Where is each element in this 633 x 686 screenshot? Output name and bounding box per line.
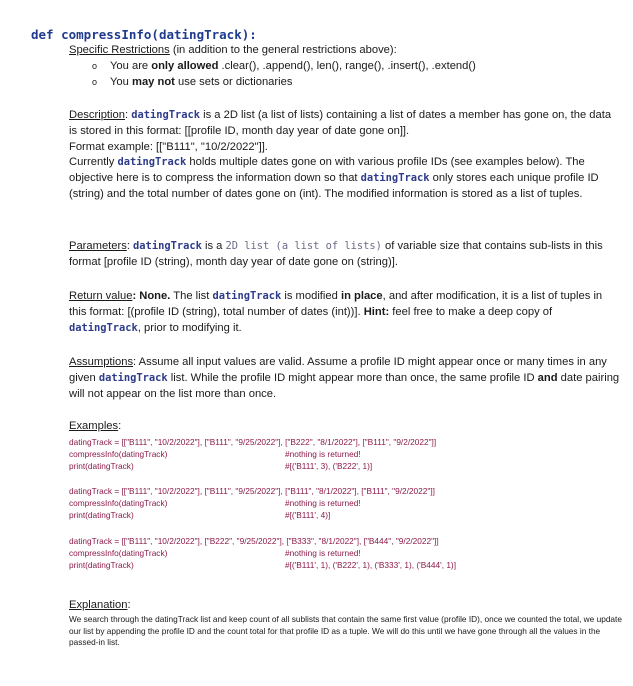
example-1-print: print(datingTrack): [69, 461, 134, 471]
assumptions-bold: and: [537, 371, 558, 384]
inline-code: datingTrack: [133, 240, 202, 252]
restriction-bold: may not: [132, 75, 175, 88]
description-text: holds multiple dates gone on with various profile IDs (see examples below). The objective here is to compress the information down so that: [69, 156, 585, 185]
inline-code: datingTrack: [98, 371, 168, 384]
examples-heading-wrap: Examples:: [69, 420, 122, 432]
restriction-item: [69, 75, 621, 91]
restrictions-section: [69, 43, 621, 90]
description-heading: Description: [69, 109, 125, 121]
restriction-text: You are: [110, 59, 152, 72]
restriction-bold: only allowed: [151, 59, 219, 72]
return-value-section: [69, 289, 621, 336]
def-keyword: def: [31, 27, 62, 42]
example-3-line1: datingTrack = [["B111", "10/2/2022"], ["B222", "9/25/2022"], ["B333", "8/1/2022"], ["B444", "9/2/2022"]]: [69, 536, 439, 546]
example-3-call: compressInfo(datingTrack): [69, 548, 168, 558]
example-2-output: #[('B111', 4)]: [285, 510, 331, 520]
example-3-print: print(datingTrack): [69, 560, 134, 570]
explanation-colon: :: [127, 599, 131, 611]
example-2-print: print(datingTrack): [69, 510, 134, 520]
example-1-line1: datingTrack = [["B111", "10/2/2022"], ["B111", "9/25/2022"], ["B222", "8/1/2022"], ["B111", "9/2/2022"]]: [69, 437, 437, 447]
format-example: Format example: [["B111", "10/2/2022"]].: [69, 140, 268, 153]
restriction-text: You: [110, 75, 132, 88]
return-text: , and after modification, it is a list of tuples in this format: [(profile ID (string), total number of dates (int))].: [69, 290, 603, 318]
restriction-item: [69, 59, 621, 75]
parameters-heading: Parameters: [69, 240, 127, 252]
return-text: The list: [170, 290, 213, 302]
inline-code: datingTrack: [131, 109, 201, 121]
parameters-text: of variable size that contains sub-lists in this format [profile ID (string), month day year of date gone on (string)].: [69, 240, 603, 268]
return-text: , prior to modifying it.: [137, 321, 242, 334]
assumptions-heading: Assumptions: [69, 356, 134, 368]
assumptions-text: : Assume all input values are valid. Assume a profile ID might appear once or many times in any given: [69, 356, 607, 384]
restrictions-list: [69, 59, 621, 91]
example-1-output: #[('B111', 3), ('B222', 1)]: [285, 461, 373, 471]
assumptions-section: [69, 355, 621, 402]
function-name: compressInfo: [61, 27, 152, 42]
function-param: datingTrack: [158, 27, 242, 42]
return-bold: in place: [340, 290, 383, 302]
inline-code: datingTrack: [360, 172, 430, 185]
paren-close: ):: [241, 27, 257, 42]
return-value-heading: Return value: [69, 290, 133, 302]
description-text: only stores each unique profile ID (string) and the total number of dates gone on (int). The modified information is stored as a list of tuples.: [69, 172, 599, 200]
return-text: is modified: [281, 290, 341, 302]
return-none: : None.: [132, 290, 171, 302]
assumptions-text: date pairing will not appear on the list more than once.: [69, 371, 620, 400]
description-section: [69, 108, 621, 203]
examples-heading: Examples: [69, 420, 119, 432]
restrictions-heading: Specific Restrictions: [69, 44, 170, 56]
parameters-text: is a: [201, 240, 226, 252]
restrictions-suffix: (in addition to the general restrictions above):: [169, 44, 397, 56]
parameters-text: :: [126, 240, 134, 252]
inline-code: datingTrack: [212, 290, 282, 302]
paren-open: (: [151, 27, 159, 42]
example-1-call: compressInfo(datingTrack): [69, 449, 168, 459]
description-text: :: [124, 109, 132, 121]
example-3-call-comment: #nothing is returned!: [285, 548, 361, 558]
return-text: feel free to make a deep copy of: [389, 305, 553, 318]
example-1-call-comment: #nothing is returned!: [285, 449, 361, 459]
explanation-heading-wrap: [69, 598, 621, 614]
example-2-call-comment: #nothing is returned!: [285, 498, 361, 508]
example-2-line1: datingTrack = [["B111", "10/2/2022"], ["B111", "9/25/2022"], ["B111", "8/1/2022"], ["B111", "9/2/2022"]]: [69, 486, 435, 496]
inline-code: datingTrack: [69, 321, 138, 334]
inline-code: datingTrack: [117, 156, 187, 169]
assumptions-text: list. While the profile ID might appear more than once, the same profile ID: [167, 371, 538, 384]
description-text: Currently: [69, 156, 118, 169]
example-2-call: compressInfo(datingTrack): [69, 498, 168, 508]
function-signature: [31, 27, 257, 42]
explanation-text: We search through the datingTrack list and keep count of all sublists that contain the same first value (profile ID), once we counted the total, we update our list by appending the profile ID and the count total for that profile ID as a tuple. We will do this until we have gone through all the values in the passed-in list.: [69, 614, 622, 647]
parameters-section: [69, 239, 621, 271]
restriction-text: .clear(), .append(), len(), range(), .insert(), .extend(): [218, 59, 476, 72]
example-3-output: #[('B111', 1), ('B222', 1), ('B333', 1), ('B444', 1)]: [285, 560, 457, 570]
inline-code: 2D list (a list of lists): [225, 240, 382, 252]
hint-label: Hint:: [363, 305, 390, 318]
description-text: is a 2D list (a list of lists) containing a list of dates a member has gone on, the data is stored in this format: [[profile ID, month day year of date gone on]].: [69, 109, 612, 137]
restriction-text: use sets or dictionaries: [174, 75, 293, 88]
explanation-heading: Explanation: [69, 599, 128, 611]
